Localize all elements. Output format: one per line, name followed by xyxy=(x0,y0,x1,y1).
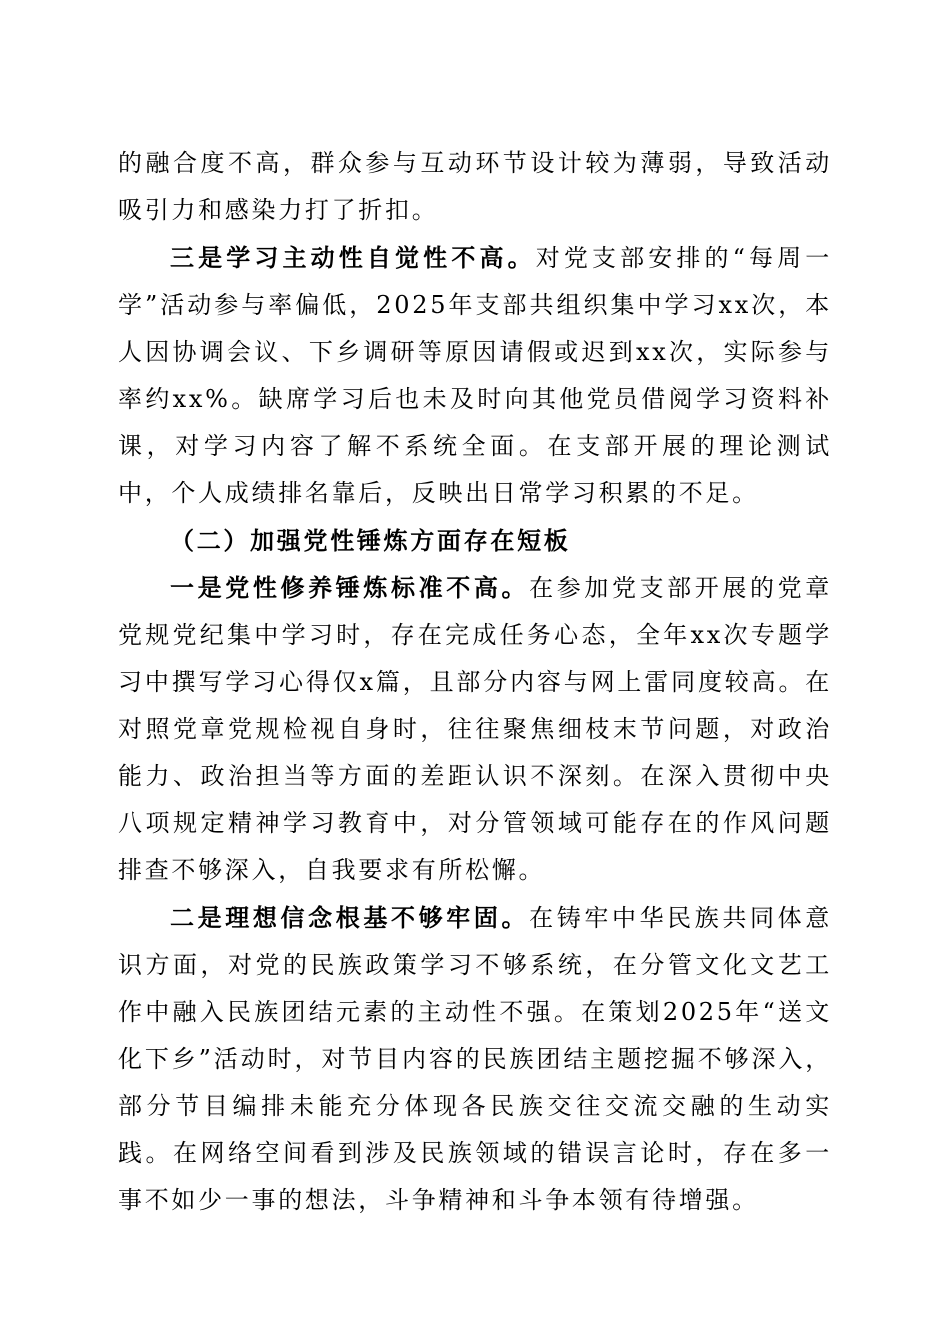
paragraph-party-cultivation xyxy=(118,564,832,894)
paragraph-lead: 一是党性修养锤炼标准不高。 xyxy=(170,573,530,602)
paragraph-body: 在参加党支部开展的党章党规党纪集中学习时，存在完成任务心态，全年xx次专题学习中撰写学习心得仅x篇，且部分内容与网上雷同度较高。在对照党章党规检视自身时，往往聚焦细枝末节问题，对政治能力、政治担当等方面的差距认识不深刻。在深入贯彻中央八项规定精神学习教育中，对分管领域可能存在的作风问题排查不够深入，自我要求有所松懈。 xyxy=(118,574,832,884)
section-heading: （二）加强党性锤炼方面存在短板 xyxy=(170,526,571,555)
paragraph-body: 对党支部安排的“每周一学”活动参与率偏低，2025年支部共组织集中学习xx次，本人因协调会议、下乡调研等原因请假或迟到xx次，实际参与率约xx%。缺席学习后也未及时向其他党员借阅学习资料补课，对学习内容了解不系统全面。在支部开展的理论测试中，个人成绩排名靠后，反映出日常学习积累的不足。 xyxy=(118,244,833,507)
document-body xyxy=(118,140,832,1224)
paragraph-ideals-beliefs xyxy=(118,894,832,1224)
paragraph-continuation xyxy=(118,140,832,234)
paragraph-body: 的融合度不高，群众参与互动环节设计较为薄弱，导致活动吸引力和感染力打了折扣。 xyxy=(118,149,832,224)
paragraph-learning-initiative xyxy=(118,234,832,517)
paragraph-body: 在铸牢中华民族共同体意识方面，对党的民族政策学习不够系统，在分管文化文艺工作中融入民族团结元素的主动性不强。在策划2025年“送文化下乡”活动时，对节目内容的民族团结主题挖掘不够深入，部分节目编排未能充分体现各民族交往交流交融的生动实践。在网络空间看到涉及民族领域的错误言论时，存在多一事不如少一事的想法，斗争精神和斗争本领有待增强。 xyxy=(118,904,832,1214)
paragraph-lead: 三是学习主动性自觉性不高。 xyxy=(170,243,536,272)
paragraph-lead: 二是理想信念根基不够牢固。 xyxy=(170,903,530,932)
